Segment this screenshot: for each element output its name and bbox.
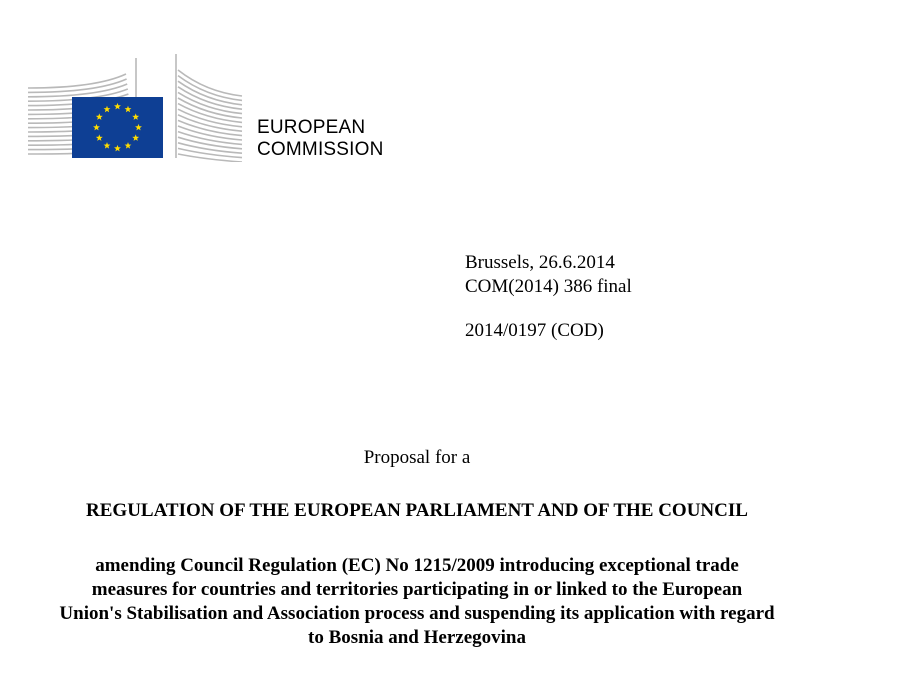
subject-line: Union's Stabilisation and Association process and suspending its application with regard: [59, 603, 775, 624]
subject-line: to Bosnia and Herzegovina: [308, 627, 526, 648]
organisation-name: [257, 117, 384, 161]
organisation-name-line-1: EUROPEAN: [257, 117, 366, 138]
proposal-intro: Proposal for a: [363, 447, 471, 468]
document-number: COM(2014) 386 final: [465, 276, 632, 297]
subject-line: amending Council Regulation (EC) No 1215/2009 introducing exceptional trade: [95, 555, 739, 576]
european-commission-logo-icon: [26, 50, 244, 162]
organisation-name-line-2: COMMISSION: [257, 139, 384, 160]
subject-line: measures for countries and territories participating in or linked to the European: [91, 579, 743, 600]
regulation-subject: [0, 554, 834, 650]
place-date: Brussels, 26.6.2014: [465, 252, 615, 273]
procedure-number: 2014/0197 (COD): [465, 320, 604, 341]
regulation-title: REGULATION OF THE EUROPEAN PARLIAMENT AND OF THE COUNCIL: [86, 500, 748, 521]
reference-block: [465, 251, 632, 343]
